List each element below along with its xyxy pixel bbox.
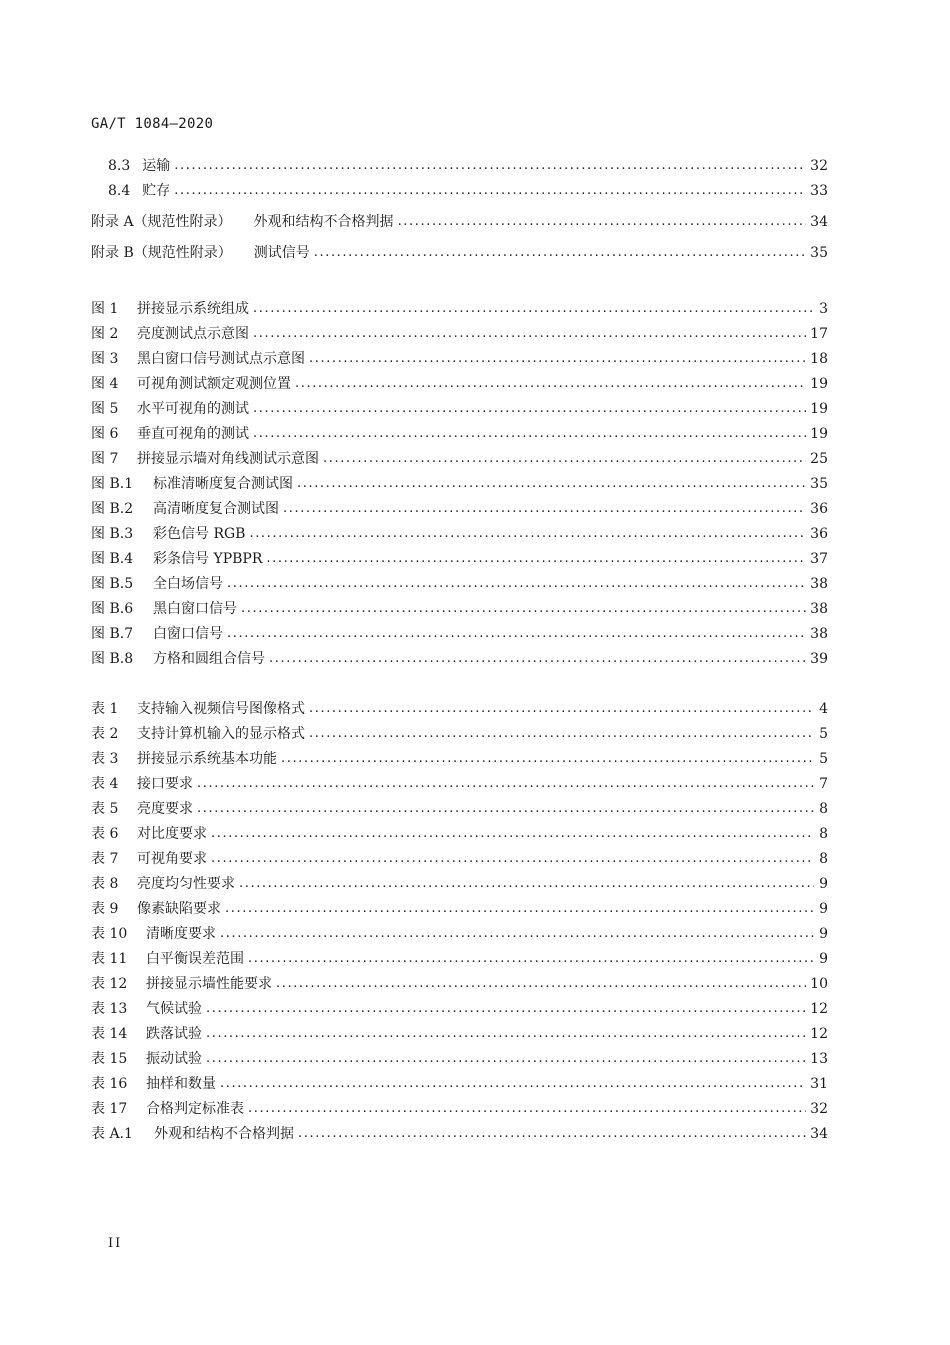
dot-leader	[253, 326, 806, 342]
dot-leader	[295, 376, 806, 392]
entry-page: 12	[810, 1001, 828, 1017]
entry-number: 表 A.1	[91, 1126, 133, 1142]
entry-page: 25	[810, 451, 828, 467]
toc-entry-section[interactable]	[108, 154, 828, 174]
dot-leader	[211, 826, 814, 842]
entry-title: 运输	[142, 158, 171, 174]
toc-entry-figure[interactable]	[91, 322, 828, 342]
toc-entry-table[interactable]	[91, 1022, 828, 1042]
entry-number: 图 5	[91, 401, 119, 417]
toc-entry-figure[interactable]	[91, 622, 828, 642]
entry-title: 拼接显示墙对角线测试示意图	[137, 451, 319, 467]
entry-page: 34	[810, 214, 828, 230]
entry-number: 图 4	[91, 376, 119, 392]
entry-number: 附录 A（规范性附录）	[91, 214, 232, 230]
entry-number: 图 6	[91, 426, 119, 442]
entry-title: 合格判定标准表	[146, 1101, 244, 1117]
entry-title: 黑白窗口信号	[153, 601, 237, 617]
dot-leader	[197, 801, 814, 817]
entry-page: 18	[810, 351, 828, 367]
entry-title: 垂直可视角的测试	[137, 426, 249, 442]
entry-number: 图 B.4	[91, 551, 134, 567]
entry-title: 全白场信号	[153, 576, 223, 592]
entry-number: 附录 B（规范性附录）	[91, 245, 232, 261]
entry-page: 34	[810, 1126, 828, 1142]
entry-title: 方格和圆组合信号	[153, 651, 265, 667]
toc-entry-figure[interactable]	[91, 472, 828, 492]
entry-page: 5	[819, 726, 828, 742]
dot-leader	[309, 351, 806, 367]
toc-entry-figure[interactable]	[91, 397, 828, 417]
entry-page: 4	[819, 701, 828, 717]
entry-page: 8	[819, 826, 828, 842]
entry-number: 表 3	[91, 751, 119, 767]
entry-title: 拼接显示系统组成	[137, 301, 249, 317]
dot-leader	[281, 751, 814, 767]
dot-leader	[309, 701, 814, 717]
entry-title: 振动试验	[146, 1051, 202, 1067]
entry-number: 表 13	[91, 1001, 128, 1017]
entry-title: 亮度要求	[137, 801, 193, 817]
entry-number: 表 8	[91, 876, 119, 892]
entry-title: 抽样和数量	[146, 1076, 216, 1092]
entry-title: 高清晰度复合测试图	[153, 501, 279, 517]
toc-entry-table[interactable]	[91, 872, 828, 892]
dot-leader	[269, 651, 806, 667]
entry-number: 图 3	[91, 351, 119, 367]
entry-number: 表 11	[91, 951, 128, 967]
entry-page: 12	[810, 1026, 828, 1042]
entry-number: 表 6	[91, 826, 119, 842]
entry-number: 表 14	[91, 1026, 128, 1042]
entry-page: 35	[810, 245, 828, 261]
entry-title: 支持计算机输入的显示格式	[137, 726, 305, 742]
entry-title: 跌落试验	[146, 1026, 202, 1042]
toc-entry-table[interactable]	[91, 1047, 828, 1067]
entry-page: 35	[810, 476, 828, 492]
entry-title: 贮存	[142, 183, 171, 199]
dot-leader	[309, 726, 814, 742]
document-code: GA/T 1084—2020	[91, 116, 214, 132]
toc-entry-figure[interactable]	[91, 647, 828, 667]
entry-title: 彩色信号 RGB	[153, 526, 246, 542]
dot-leader	[220, 926, 814, 942]
toc-entry-figure[interactable]	[91, 597, 828, 617]
dot-leader	[249, 526, 806, 542]
entry-page: 31	[810, 1076, 828, 1092]
entry-page: 9	[819, 951, 828, 967]
entry-number: 表 4	[91, 776, 119, 792]
dot-leader	[206, 1051, 806, 1067]
entry-title: 黑白窗口信号测试点示意图	[137, 351, 305, 367]
entry-page: 17	[810, 326, 828, 342]
entry-title: 可视角测试额定观测位置	[137, 376, 291, 392]
entry-page: 19	[810, 401, 828, 417]
entry-title: 拼接显示系统基本功能	[137, 751, 277, 767]
entry-number: 图 B.6	[91, 601, 134, 617]
toc-entry-table[interactable]	[91, 797, 828, 817]
dot-leader	[266, 551, 806, 567]
entry-page: 13	[810, 1051, 828, 1067]
entry-page: 37	[810, 551, 828, 567]
entry-page: 38	[810, 601, 828, 617]
toc-entry-table[interactable]	[91, 922, 828, 942]
toc-entry-table[interactable]	[91, 772, 828, 792]
dot-leader	[211, 851, 814, 867]
entry-number: 图 B.5	[91, 576, 134, 592]
entry-number: 表 1	[91, 701, 119, 717]
dot-leader	[248, 1101, 806, 1117]
toc-entry-table[interactable]	[91, 747, 828, 767]
toc-entry-figure[interactable]	[91, 497, 828, 517]
toc-entry-figure[interactable]	[91, 347, 828, 367]
entry-number: 表 15	[91, 1051, 128, 1067]
entry-page: 38	[810, 626, 828, 642]
entry-title: 支持输入视频信号图像格式	[137, 701, 305, 717]
entry-page: 7	[819, 776, 828, 792]
toc-entry-table[interactable]	[91, 822, 828, 842]
entry-page: 8	[819, 851, 828, 867]
page-number: II	[108, 1236, 123, 1251]
entry-page: 9	[819, 901, 828, 917]
dot-leader	[227, 626, 806, 642]
dot-leader	[174, 183, 806, 199]
toc-entry-table[interactable]	[91, 722, 828, 742]
entry-number: 图 1	[91, 301, 119, 317]
entry-number: 图 B.2	[91, 501, 134, 517]
entry-page: 39	[810, 651, 828, 667]
entry-number: 表 2	[91, 726, 119, 742]
entry-number: 表 16	[91, 1076, 128, 1092]
entry-number: 图 B.3	[91, 526, 134, 542]
entry-title: 亮度均匀性要求	[137, 876, 235, 892]
toc-entry-figure[interactable]	[91, 297, 828, 317]
entry-page: 9	[819, 926, 828, 942]
entry-number: 图 B.7	[91, 626, 134, 642]
entry-number: 表 10	[91, 926, 128, 942]
entry-title: 亮度测试点示意图	[137, 326, 249, 342]
entry-page: 9	[819, 876, 828, 892]
entry-title: 白平衡误差范围	[146, 951, 244, 967]
entry-number: 图 7	[91, 451, 119, 467]
entry-number: 表 5	[91, 801, 119, 817]
dot-leader	[248, 951, 814, 967]
dot-leader	[253, 426, 806, 442]
entry-number: 8.3	[108, 158, 131, 174]
toc-entry-table[interactable]	[91, 1122, 828, 1142]
entry-number: 表 17	[91, 1101, 128, 1117]
entry-title: 清晰度要求	[146, 926, 216, 942]
dot-leader	[314, 245, 806, 261]
entry-page: 10	[810, 976, 828, 992]
dot-leader	[298, 1126, 806, 1142]
toc-entry-table[interactable]	[91, 997, 828, 1017]
toc-entry-table[interactable]	[91, 697, 828, 717]
entry-page: 36	[810, 526, 828, 542]
toc-entry-table[interactable]	[91, 1072, 828, 1092]
dot-leader	[297, 476, 806, 492]
entry-page: 5	[819, 751, 828, 767]
entry-title: 接口要求	[137, 776, 193, 792]
entry-title: 外观和结构不合格判据	[253, 214, 394, 230]
toc-entry-figure[interactable]	[91, 372, 828, 392]
entry-number: 表 7	[91, 851, 119, 867]
toc-entry-table[interactable]	[91, 897, 828, 917]
entry-title: 可视角要求	[137, 851, 207, 867]
dot-leader	[225, 901, 814, 917]
dot-leader	[206, 1001, 806, 1017]
dot-leader	[206, 1026, 806, 1042]
entry-page: 38	[810, 576, 828, 592]
entry-title: 白窗口信号	[153, 626, 223, 642]
entry-number: 表 12	[91, 976, 128, 992]
entry-title: 外观和结构不合格判据	[154, 1126, 294, 1142]
entry-page: 3	[819, 301, 828, 317]
dot-leader	[276, 976, 806, 992]
toc-entry-figure[interactable]	[91, 422, 828, 442]
entry-page: 19	[810, 376, 828, 392]
entry-title: 标准清晰度复合测试图	[153, 476, 293, 492]
entry-title: 对比度要求	[137, 826, 207, 842]
dot-leader	[174, 158, 806, 174]
dot-leader	[283, 501, 806, 517]
entry-title: 测试信号	[253, 245, 310, 261]
toc-entry-figure[interactable]	[91, 572, 828, 592]
toc-entry-table[interactable]	[91, 847, 828, 867]
dot-leader	[323, 451, 806, 467]
toc-entry-figure[interactable]	[91, 522, 828, 542]
entry-page: 32	[810, 158, 828, 174]
dot-leader	[239, 876, 814, 892]
entry-title: 气候试验	[146, 1001, 202, 1017]
toc-entry-annex[interactable]	[91, 210, 828, 230]
toc-entry-table[interactable]	[91, 972, 828, 992]
entry-number: 图 B.1	[91, 476, 134, 492]
dot-leader	[398, 214, 807, 230]
entry-title: 拼接显示墙性能要求	[146, 976, 272, 992]
toc-entry-figure[interactable]	[91, 447, 828, 467]
dot-leader	[241, 601, 806, 617]
entry-number: 8.4	[108, 183, 131, 199]
dot-leader	[227, 576, 806, 592]
toc-entry-figure[interactable]	[91, 547, 828, 567]
entry-number: 表 9	[91, 901, 119, 917]
dot-leader	[220, 1076, 806, 1092]
dot-leader	[253, 301, 814, 317]
entry-title: 像素缺陷要求	[137, 901, 221, 917]
toc-entry-section[interactable]	[108, 179, 828, 199]
dot-leader	[253, 401, 806, 417]
toc-entry-table[interactable]	[91, 947, 828, 967]
entry-page: 32	[810, 1101, 828, 1117]
entry-title: 彩条信号 YPBPR	[153, 551, 263, 567]
entry-page: 8	[819, 801, 828, 817]
dot-leader	[197, 776, 814, 792]
toc-entry-table[interactable]	[91, 1097, 828, 1117]
entry-page: 19	[810, 426, 828, 442]
entry-number: 图 2	[91, 326, 119, 342]
entry-number: 图 B.8	[91, 651, 134, 667]
toc-entry-annex[interactable]	[91, 241, 828, 261]
entry-page: 36	[810, 501, 828, 517]
entry-page: 33	[810, 183, 828, 199]
entry-title: 水平可视角的测试	[137, 401, 249, 417]
